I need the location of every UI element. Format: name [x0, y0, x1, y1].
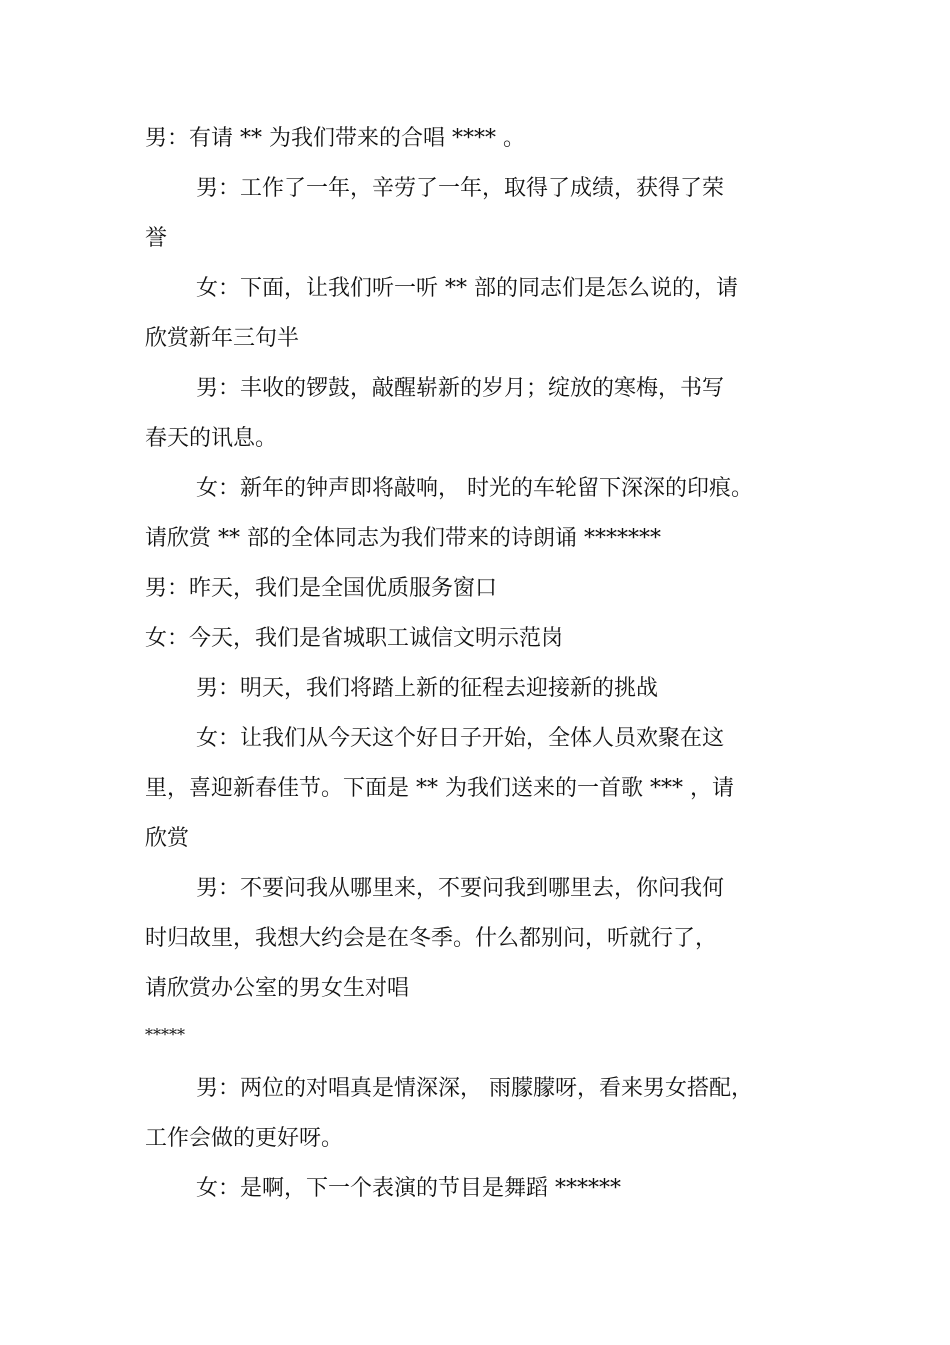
text-line: 里，喜迎新春佳节。下面是 ** 为我们送来的一首歌 *** ，请: [145, 776, 734, 801]
text-line: 男：两位的对唱真是情深深， 雨朦朦呀，看来男女搭配，: [196, 1076, 753, 1101]
text-line: 男：昨天，我们是全国优质服务窗口: [145, 576, 498, 601]
text-line: *****: [145, 1025, 185, 1044]
text-line: 女：是啊，下一个表演的节目是舞蹈 ******: [196, 1176, 621, 1201]
text-line: 女：新年的钟声即将敲响， 时光的车轮留下深深的印痕。: [196, 476, 753, 501]
text-line: 时归故里，我想大约会是在冬季。什么都别问，听就行了，: [145, 926, 718, 951]
text-line: 男：丰收的锣鼓，敲醒崭新的岁月；绽放的寒梅，书写: [196, 376, 725, 401]
text-line: 请欣赏办公室的男女生对唱: [145, 976, 410, 1001]
text-line: 女：下面，让我们听一听 ** 部的同志们是怎么说的，请: [196, 276, 738, 301]
text-line: 工作会做的更好呀。: [145, 1126, 344, 1151]
text-line: 女：今天，我们是省城职工诚信文明示范岗: [145, 626, 564, 651]
text-line: 请欣赏 ** 部的全体同志为我们带来的诗朗诵 *******: [145, 526, 661, 551]
text-line: 男：有请 ** 为我们带来的合唱 **** 。: [145, 126, 525, 151]
text-line: 女：让我们从今天这个好日子开始，全体人员欢聚在这: [196, 726, 725, 751]
text-line: 欣赏: [145, 826, 190, 851]
text-line: 欣赏新年三句半: [145, 326, 300, 351]
text-line: 男：工作了一年，辛劳了一年，取得了成绩，获得了荣: [196, 176, 725, 201]
text-line: 男：明天，我们将踏上新的征程去迎接新的挑战: [196, 676, 659, 701]
text-line: 春天的讯息。: [145, 426, 278, 451]
text-line: 男：不要问我从哪里来，不要问我到哪里去，你问我何: [196, 876, 725, 901]
text-line: 誉: [145, 226, 168, 251]
